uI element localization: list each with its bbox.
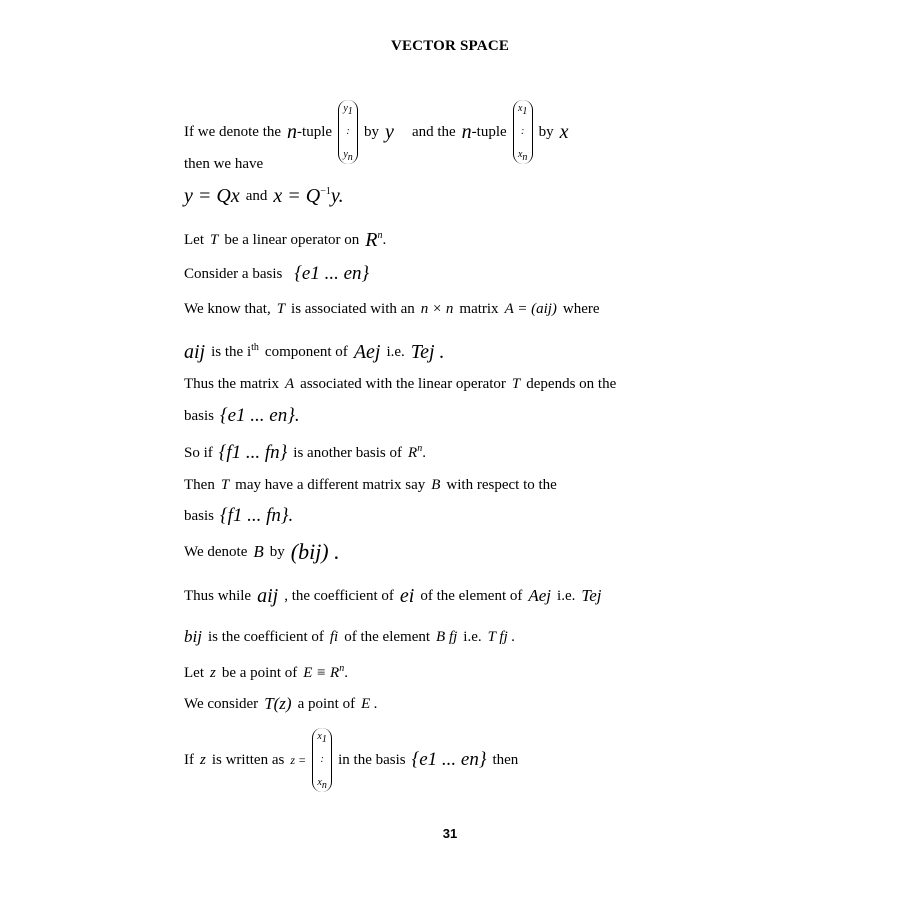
text-line [184,540,340,564]
math-fi: fi [329,628,339,645]
math-R: R [408,444,418,461]
math-basis: {e1 ... en} [411,749,487,770]
text: Consider a basis [184,265,283,282]
text: by [364,123,380,140]
text-line [184,152,263,176]
equation: y. [330,184,344,207]
text: . [382,231,387,248]
text: If we denote the [184,123,282,140]
text: If [184,751,194,768]
math-aij: aij [257,584,279,607]
text: is associated with an [291,300,415,317]
math-T: T [511,375,521,392]
text: where [562,300,600,317]
math-E: E ≡ R [303,664,340,681]
text: depends on the [526,375,617,392]
text: . [344,664,348,681]
math-ei: ei [399,584,415,607]
text: basis [184,507,214,524]
text: is written as [211,751,285,768]
column-vector-y: $y_1$ : $y_n$ [338,100,358,164]
text: may have a different matrix say [235,476,426,493]
math-Tz: T(z) [264,694,292,713]
math-T: T [210,231,219,248]
text: So if [184,444,213,461]
text: with respect to the [446,476,557,493]
text-line: So if {f1 ... fn} is another basis of R $^n$ . [184,442,426,463]
text: . [422,444,426,461]
text-line [184,297,600,321]
text-line [184,724,518,796]
math-Tej: Tej . [410,340,445,363]
text: -tuple [471,123,507,140]
text: of the element [344,628,431,645]
text: is another basis of [293,444,403,461]
math-B: B [431,476,441,493]
text: of the element of [420,587,523,604]
text: Then [184,476,215,493]
text: by [538,123,554,140]
text-line [184,625,515,649]
math-R: R [365,228,378,251]
text-line [184,584,602,608]
math-basis: {e1 ... en} [294,263,370,284]
text: is the i [211,343,252,360]
math-A: A = (aij) [504,300,557,317]
math-E: E . [361,695,378,712]
text-line [184,404,300,428]
text: i.e. [463,628,482,645]
math-A: A [284,375,295,392]
text: be a linear operator on [224,231,360,248]
text: component of [264,343,348,360]
page-title: VECTOR SPACE [390,38,510,54]
math-n: n [287,120,298,143]
text: is the coefficient of [207,628,324,645]
text: , the coefficient of [284,587,394,604]
text: basis [184,407,214,424]
math-bij: (bij) . [290,539,340,564]
math-basis: {f1 ... fn}. [220,505,294,526]
math-Tej: Tej [581,586,602,605]
math-T: T [220,476,230,493]
text-line [184,692,378,716]
math-y: y [385,120,394,143]
math-bij: bij [184,627,202,646]
text-line: Let T be a linear operator on R $^n$ . [184,228,387,251]
text: i.e. [386,343,405,360]
text: and the [411,123,456,140]
text: Let [184,664,204,681]
math-Aej: Aej [353,340,381,363]
math-Aej: Aej [528,586,552,605]
column-vector-x: $x_1$ : $x_n$ [513,100,533,164]
page-number: 31 [442,826,458,841]
math-z: z [210,664,216,681]
text-line [184,473,557,497]
text-line: aij is the i $^{th}$ component of Aej i.e. Tej . [184,340,445,363]
text: be a point of [221,664,298,681]
text: a point of [297,695,356,712]
text: We know that, [184,300,271,317]
text-line: Let z be a point of E ≡ R $^n$ . [184,663,348,681]
math-z: z [200,751,206,768]
column-vector-z: $x_1$ : $x_n$ [312,728,332,792]
math-zeq: z = [290,752,307,767]
math-T: T [276,300,286,317]
text: i.e. [557,587,576,604]
text: and [245,187,268,204]
equation: x = Q [273,184,321,207]
text: Let [184,231,204,248]
text: associated with the linear operator [300,375,506,392]
text: -tuple [297,123,333,140]
text: We denote [184,543,248,560]
text: We consider [184,695,259,712]
text: then we have [184,155,264,172]
math-B: B [253,542,264,561]
equation: y = Qx [184,184,240,207]
text-line [184,262,369,286]
text: Thus the matrix [184,375,279,392]
text: in the basis [338,751,406,768]
text: then [492,751,519,768]
equation-line: y = Qx and x = Q $^{-1}$ y. [184,184,344,207]
math-nxn: n × n [420,300,454,317]
math-Tfj: T fj . [487,628,516,645]
math-n: n [461,120,472,143]
text-line [184,504,293,528]
math-aij: aij [184,340,206,363]
text: matrix [459,300,499,317]
math-x: x [559,120,569,143]
math-basis: {e1 ... en}. [220,405,300,426]
math-Bfj: B fj [436,628,458,645]
text: Thus while [184,587,252,604]
math-basis: {f1 ... fn} [218,442,288,463]
text-line [184,372,616,396]
text: by [269,543,285,560]
